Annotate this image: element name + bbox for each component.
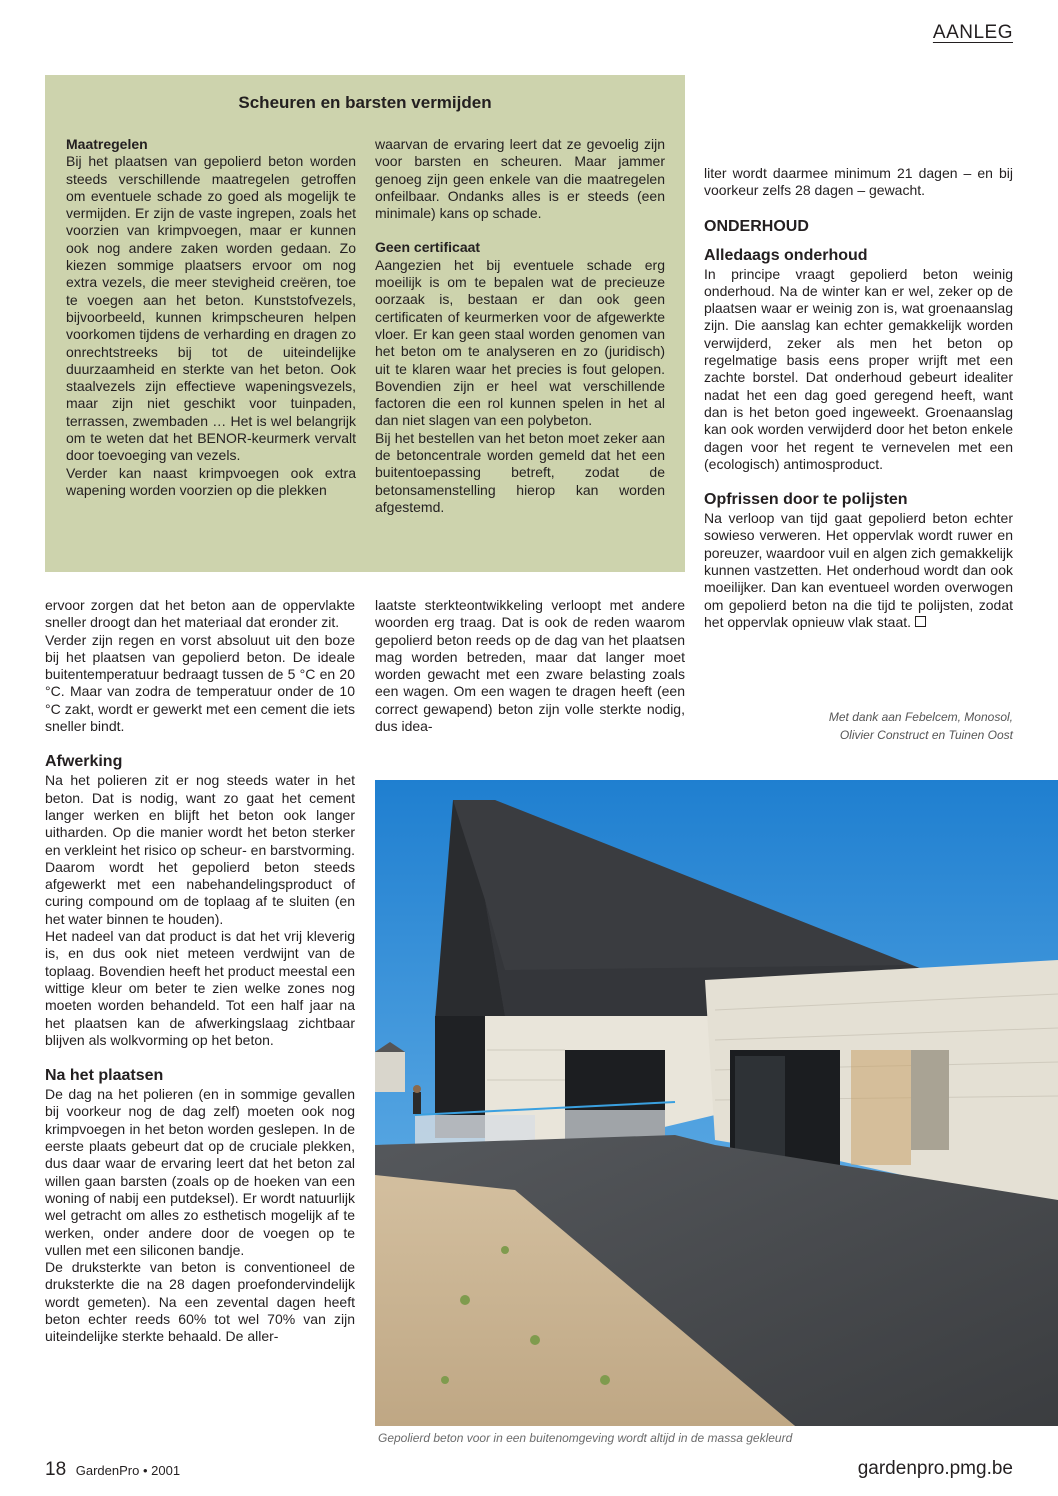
footer-left [45, 1459, 180, 1481]
box-column-1 [66, 136, 356, 499]
credits [704, 708, 1013, 744]
paragraph: ervoor zorgen dat het beton aan de oppervlakte sneller droogt dan het materiaal dat eronder zit. [45, 597, 355, 631]
section-heading: Alledaags onderhoud [704, 246, 868, 264]
credit-line-1: Met dank aan Febelcem, Monosol, [828, 710, 1013, 724]
paragraph: Bij het bestellen van het beton moet zeker aan de betoncentrale worden gemeld dat het een buitentoepassing betreft, zodat de betonsamenstelling hierop kan worden afgestemd. [375, 429, 665, 515]
box-title: Scheuren en barsten vermijden [238, 93, 492, 112]
paragraph: De druksterkte van beton is conventioneel de druksterkte die na 28 dagen proefondervindelijk wordt gemeten). Na een zevental dagen heeft beton echter reeds 60% tot wel 70% van zijn uiteindelijke sterkte behaald. De aller- [45, 1259, 355, 1345]
paragraph: liter wordt daarmee minimum 21 dagen – en bij voorkeur zelfs 28 dagen – gewacht. [704, 165, 1013, 199]
section-heading: Na het plaatsen [45, 1067, 164, 1085]
paragraph: waarvan de ervaring leert dat ze gevoelig zijn voor barsten en scheuren. Maar jammer genoeg zijn geen enkele van die maatregelen onfeilbaar. Ondanks alles is er steeds (een minimale) kans op schade. [375, 136, 665, 222]
spacer [704, 473, 1013, 490]
paragraph: Het nadeel van dat product is dat het vrij kleverig is, en dus ook niet meteen verdwijnt van de toplaag. Bovendien heeft het product meestal een wittige kleur om beter te zien welke zones nog moeten worden behandeld. Tot een half jaar na het plaatsen kan de afwerkingslaag zichtbaar blijven als wolkvorming op het beton. [45, 928, 355, 1048]
paragraph: Aangezien het bij eventuele schade erg moeilijk is om te bepalen wat de precieuze oorzaak is, bestaan er dan ook geen certificaten of keurmerken voor de afgewerkte vloer. Er kan geen staal worden genomen van het beton om te analyseren en zo (juridisch) uit te klaren waar het precies is fout gelopen. Bovendien zijn er heel wat verschillende factoren die een rol kunnen spelen in het al dan niet slagen van een polybeton. [375, 256, 665, 429]
right-column [704, 165, 1013, 631]
credit-line-2: Olivier Construct en Tuinen Oost [839, 728, 1013, 742]
paragraph: De dag na het polieren (en in sommige gevallen bij voorkeur nog de dag zelf) moeten ook nog krimpvoegen in het beton worden geslepen. In de eerste plaats gebeurt dat op de cruciale plekken, dus daar waar de ervaring leert dat het beton zal willen gaan barsten (zoals op de hoeken van een woning of nabij een putdeksel). Er wordt natuurlijk wel getracht om alles zo esthetisch mogelijk af te werken, onder andere door de voegen op te vullen met een siliconen bandje. [45, 1086, 355, 1258]
spacer [704, 237, 1013, 246]
paragraph: laatste sterkteontwikkeling verloopt met andere woorden erg traag. Dat is ook de reden waarom gepolierd beton reeds op de dag van het plaatsen mag worden betreden, maar dat langer moet worden gewacht met een zware belasting zoals een wagen. Om een wagen te dragen heeft (een correct gewapend) beton zijn volle sterkte nodig, dus idea- [375, 597, 685, 735]
section-heading: Afwerking [45, 753, 123, 771]
house-photo [375, 780, 1058, 1426]
paragraph: Verder zijn regen en vorst absoluut uit den boze bij het plaatsen van gepolierd beton. De ideale buitentemperatuur bedraagt tussen de 5 °C en 20 °C. Maar van zodra de temperatuur onder de 10 °C zakt, wordt er gewerkt met een cement die iets sneller bindt. [45, 631, 355, 735]
section-tag: AANLEG [932, 22, 1013, 43]
paragraph: In principe vraagt gepolierd beton weinig onderhoud. Na de winter kan er wel, zeker op de plaatsen waar er weinig zon is, wat groenaanslag zijn. Die aanslag kan echter gemakkelijk worden verwijderd, zeker als men het beton op regelmatige basis eens proper wrijft met een zachte borstel. Dat onderhoud gebeurt idealiter nadat het een dag goed geregend heeft, want dan is het beton goed ingeweekt. Groenaanslag kan ook worden verwijderd door het beton enkele dagen voor het regent te vernevelen met een (ecologisch) antimosproduct. [704, 265, 1013, 472]
spacer [45, 735, 355, 752]
end-mark-icon [915, 616, 926, 627]
section-heading: ONDERHOUD [704, 217, 809, 235]
page-number: 18 [45, 1459, 67, 1480]
box-column-2 [375, 136, 665, 516]
middle-column [375, 597, 685, 735]
paragraph: Verder kan naast krimpvoegen ook extra wapening worden voorzien op die plekken [66, 464, 356, 498]
photo-caption: Gepolierd beton voor in een buitenomgeving wordt altijd in de massa gekleurd [378, 1431, 793, 1445]
spacer [45, 1049, 355, 1066]
paragraph: Bij het plaatsen van gepolierd beton worden steeds verschillende maatregelen getroffen om eventuele schade zo goed als mogelijk te vermijden. Er zijn de vaste ingrepen, zoals het voorzien van krimpvoegen, maar er kunnen ook nog andere zaken worden gedaan. Zo kiezen sommige plaatsers ervoor om nog extra vezels, die meer stevigheid creëren, toe te voegen aan het beton. Kunststofvezels, bijvoorbeeld, kunnen krimpscheuren helpen voorkomen tijdens de verharding en dragen zo onrechtstreeks bij tot de uiteindelijke duurzaamheid en sterkte van het beton. Ook staalvezels zijn effectieve wapeningsvezels, maar zijn niet geschikt voor tuinpaden, terrassen, zwembaden … Het is wel belangrijk om te weten dat het BENOR-keurmerk vervalt door toevoeging van vezels. [66, 153, 356, 464]
publication-name: GardenPro • 2001 [75, 1463, 181, 1478]
paragraph: Na verloop van tijd gaat gepolierd beton echter sowieso verweren. Het oppervlak wordt ruwer en poreuzer, waardoor vuil en algen zich gemakkelijk kunnen vastzetten. Het onderhoud wordt dan ook moeilijker. Dan kan eventueel worden overwogen om gepolierd beton na die tijd te polijsten, zodat het oppervlak opnieuw vlak staat. [704, 510, 1013, 630]
subheading: Geen certificaat [375, 239, 481, 256]
section-heading: Opfrissen door te polijsten [704, 491, 908, 509]
spacer [704, 200, 1013, 217]
left-column [45, 597, 355, 1346]
paragraph: Na het polieren zit er nog steeds water in het beton. Dat is nodig, want zo gaat het cement langer werken en blijft het beton ook langer uitharden. Op die manier wordt het beton sterker en verkleint het risico op scheur- en barstvorming. Daarom wordt het gepolierd beton steeds afgewerkt met een nabehandelingsproduct of curing compound om de toplaag af te sluiten (en het water binnen te houden). [45, 772, 355, 927]
footer-url[interactable]: gardenpro.pmg.be [857, 1458, 1013, 1479]
spacer [375, 222, 665, 239]
subheading: Maatregelen [66, 136, 148, 152]
